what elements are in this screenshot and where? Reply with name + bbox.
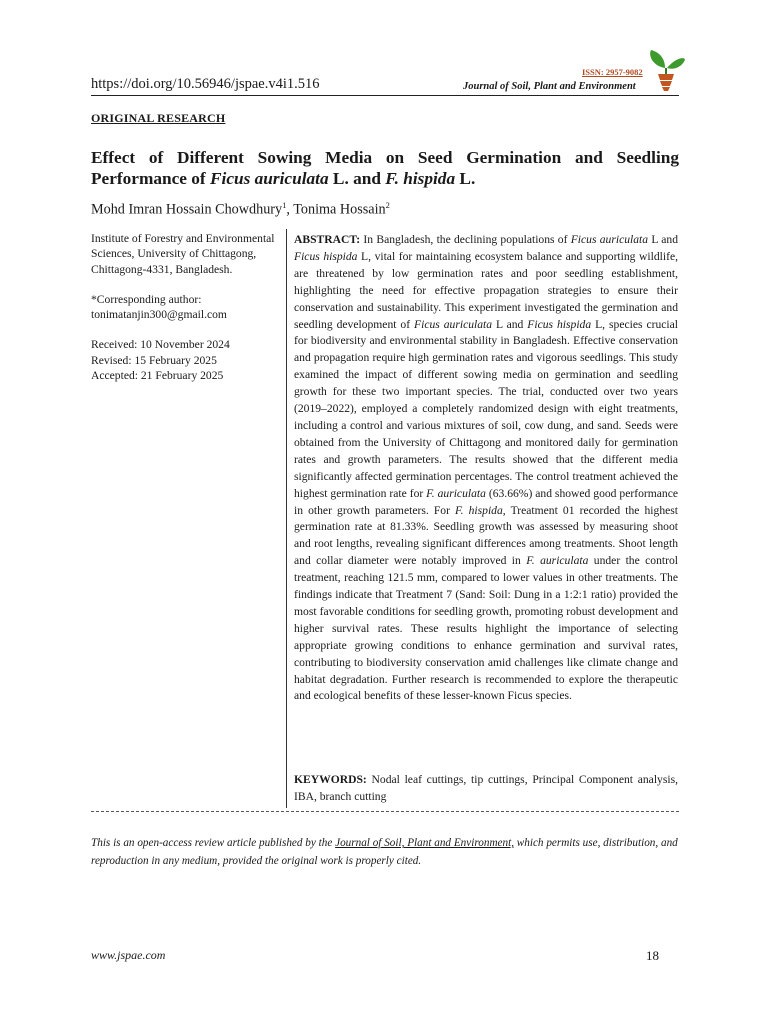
- revised-date: Revised: 15 February 2025: [91, 353, 217, 367]
- received-date: Received: 10 November 2024: [91, 338, 230, 352]
- author-list: Mohd Imran Hossain Chowdhury$^1$, Tonima Hossain$^2$: [91, 200, 390, 218]
- article-title: Effect of Different Sowing Media on Seed Germination and Seedling Performance of Ficus auriculata L. and F. hispida L.: [91, 148, 679, 188]
- journal-website[interactable]: www.jspae.com: [91, 948, 166, 962]
- journal-link[interactable]: Journal of Soil, Plant and Environment,: [335, 837, 514, 849]
- abstract: ABSTRACT: In Bangladesh, the declining populations of Ficus auriculata L and Ficus hispida L, vital for maintaining ecosystem balance and supporting wildlife, are threatened by low germination rates and poor seedling establishment, highlighting the need for effective propagation strategies to ensure their conservation and sustainability. This experiment investigated the germination and seedling development of Ficus auriculata L and Ficus hispida L, species crucial for biodiversity and environmental stability in Bangladesh. Effective conservation and propagation require high germination rates and vigorous seedlings. This study examined the impact of different sowing media on germination and seedling growth for these two important species. The trial, conducted over two years (2019–2022), employed a completely randomized design with eight treatments, including a control and various mixtures of soil, cow dung, and sand. Seeds were obtained from the University of Chittagong and monitored daily for germination rates and growth parameters. The results showed that the different media significantly affected germination percentages. The control treatment achieved the highest germination rate for F. auriculata (63.66%) and showed good performance in other growth parameters. For F. hispida, Treatment 01 recorded the highest germination rate at 81.33%. Seedling growth was assessed by measuring shoot and root lengths, revealing significant differences among treatments. Shoot length and collar diameter were notably improved in F. auriculata under the control treatment, reaching 121.5 mm, compared to lower values in other treatments. The findings indicate that Treatment 7 (Sand: Soil: Dung in a 1:2:1 ratio) provided the most favorable conditions for seedling growth, promoting robust development and higher survival rates. These results highlight the importance of selecting appropriate growing conditions to enhance germination and survival rates, contributing to biodiversity conservation amid challenges like climate change and habitat degradation. Further research is recommended to explore the therapeutic and ecological benefits of these lesser-known Ficus species.: [294, 233, 678, 703]
- section-label: ORIGINAL RESEARCH: [91, 111, 226, 125]
- abstract-label: ABSTRACT:: [294, 233, 361, 246]
- author-name: Tonima Hossain: [293, 201, 386, 218]
- dashed-divider: [91, 811, 679, 812]
- article-info-column: [91, 231, 281, 383]
- corresponding-email[interactable]: tonimatanjin300@gmail.com: [91, 308, 227, 322]
- corresponding-label: *Corresponding author:: [91, 292, 202, 306]
- affiliation: Institute of Forestry and Environmental Sciences, University of Chittagong, Chittagong-4331, Bangladesh.: [91, 232, 275, 276]
- jspae-seedling-logo-icon: [645, 46, 687, 92]
- page-number: 18: [646, 948, 659, 963]
- accepted-date: Accepted: 21 February 2025: [91, 369, 224, 383]
- license-notice: This is an open-access review article published by the Journal of Soil, Plant and Environment, which permits use, distribution, and reproduction in any medium, provided the original work is properly cited.: [91, 837, 678, 867]
- header-rule: [91, 95, 679, 96]
- column-divider: [286, 229, 287, 808]
- doi-link[interactable]: https://doi.org/10.56946/jspae.v4i1.516: [91, 76, 320, 92]
- author-name: Mohd Imran Hossain Chowdhury: [91, 201, 283, 218]
- journal-name: Journal of Soil, Plant and Environment: [463, 81, 636, 92]
- keywords-label: KEYWORDS:: [294, 773, 367, 786]
- keywords: KEYWORDS: Nodal leaf cuttings, tip cuttings, Principal Component analysis, IBA, branch cutting: [294, 773, 678, 803]
- issn-label: ISSN: 2957-9082: [582, 67, 643, 77]
